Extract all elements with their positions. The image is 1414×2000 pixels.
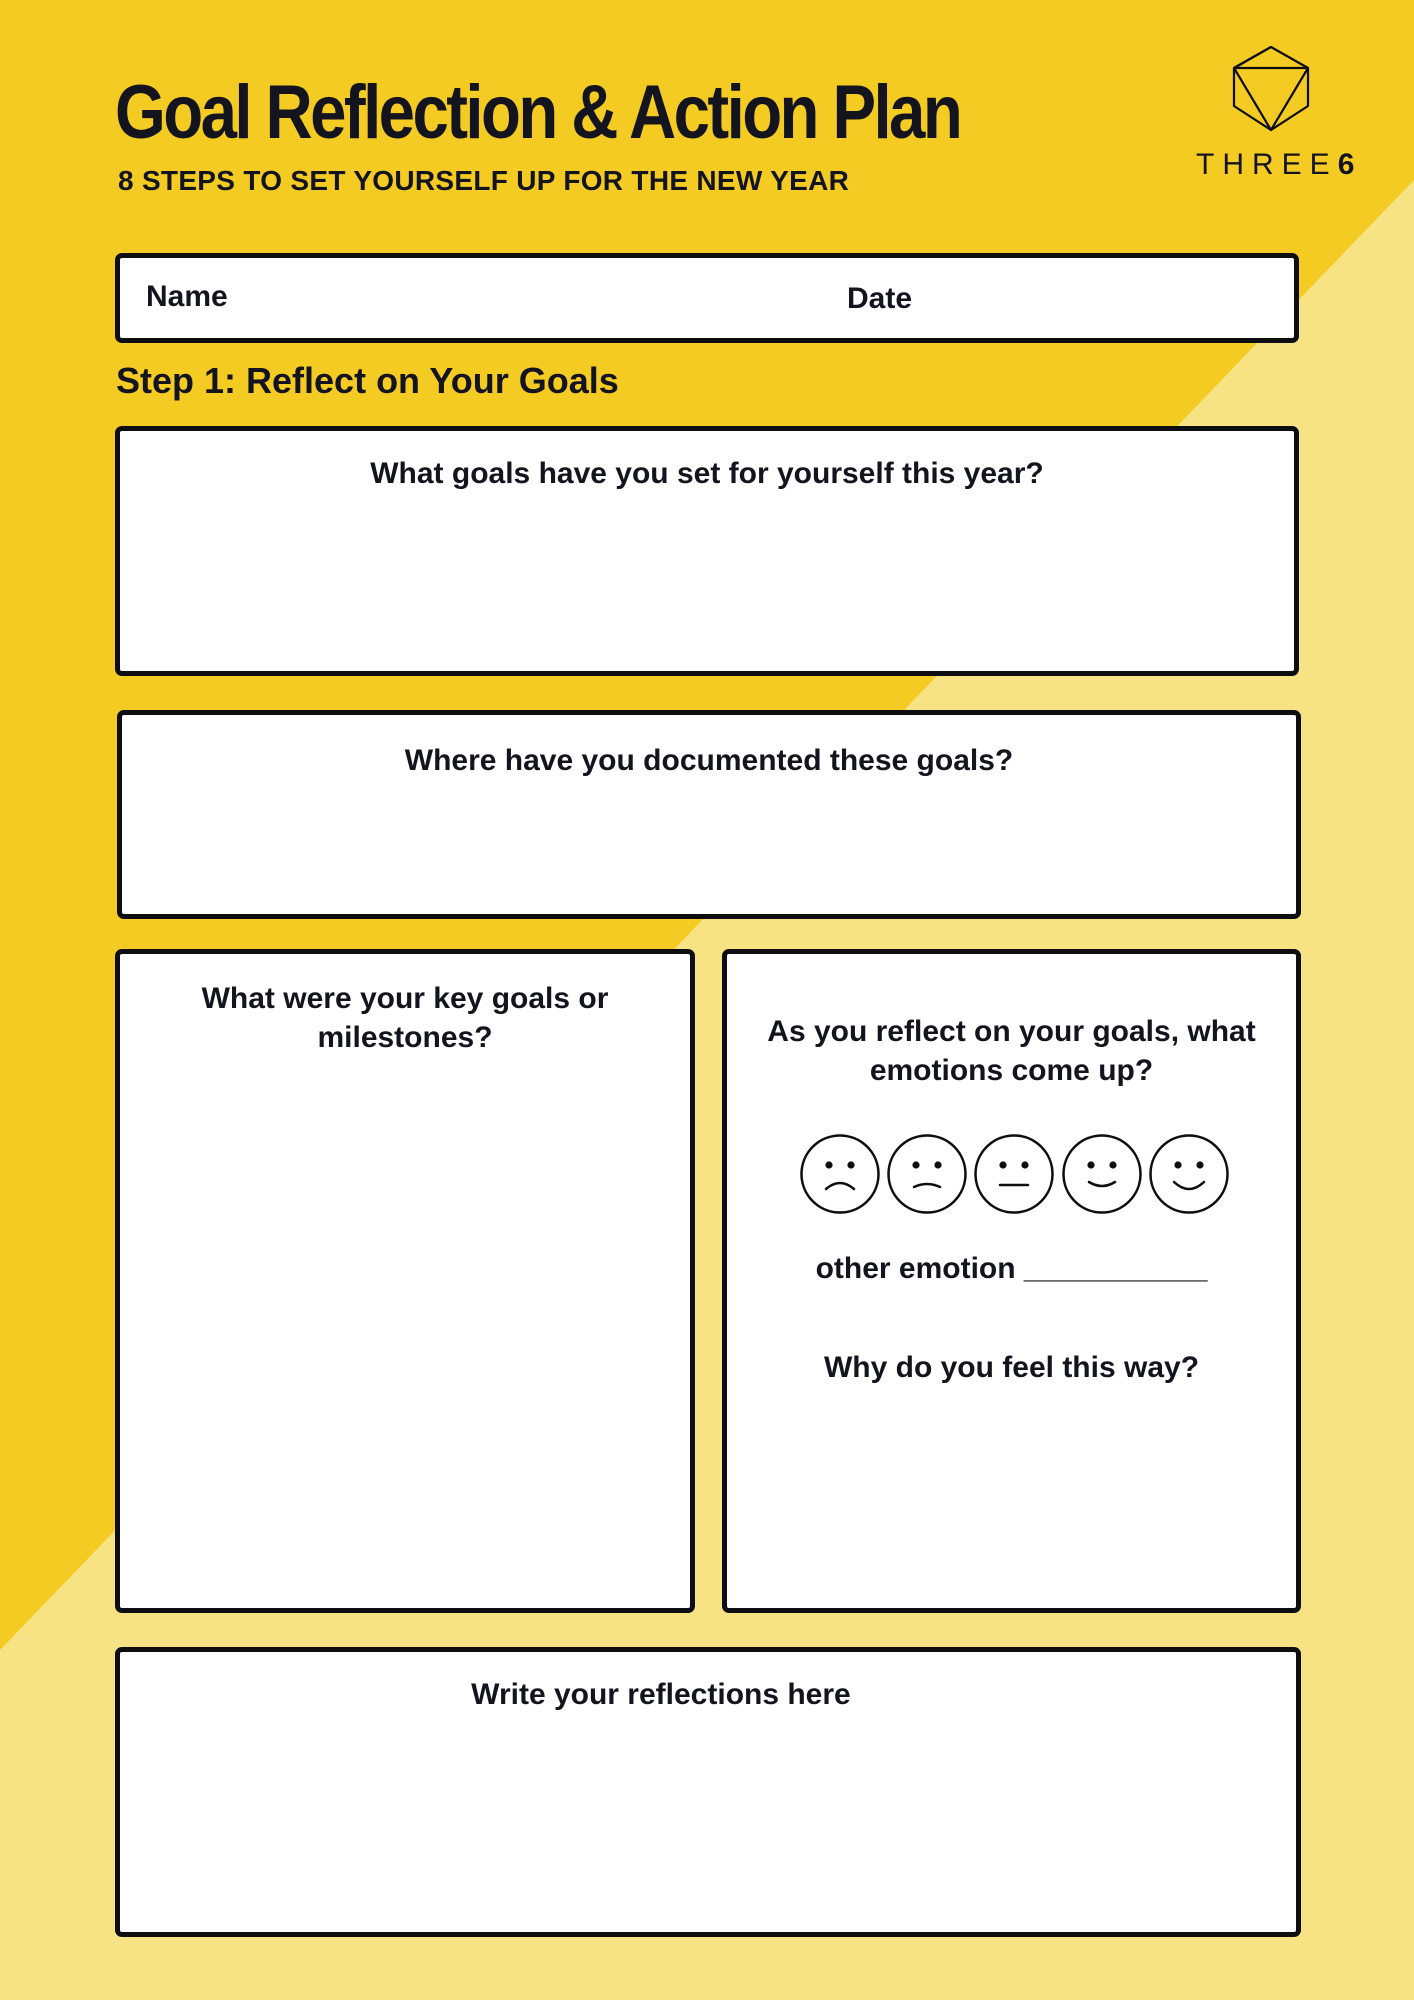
name-date-field[interactable] bbox=[115, 253, 1299, 343]
other-emotion-field[interactable]: other emotion ___________ bbox=[815, 1252, 1208, 1285]
happy-face-icon[interactable] bbox=[1060, 1132, 1144, 1216]
reflections-text-area[interactable] bbox=[115, 1647, 1301, 1937]
brand-wordmark bbox=[1196, 148, 1355, 182]
documented-text-area[interactable] bbox=[117, 710, 1301, 919]
step-1-heading: Step 1: Reflect on Your Goals bbox=[116, 360, 619, 401]
very-sad-face-icon[interactable] bbox=[798, 1132, 882, 1216]
milestones-question-line-2: milestones? bbox=[317, 1021, 493, 1054]
page-title: Goal Reflection & Action Plan bbox=[115, 70, 961, 155]
name-label: Name bbox=[146, 280, 228, 313]
neutral-face-icon[interactable] bbox=[972, 1132, 1056, 1216]
date-label: Date bbox=[847, 282, 913, 315]
milestones-text-area[interactable] bbox=[115, 949, 695, 1613]
brand-logo bbox=[1196, 44, 1355, 194]
documented-question: Where have you documented these goals? bbox=[404, 744, 1014, 777]
emotion-scale bbox=[794, 1132, 1234, 1222]
milestones-question-line-1: What were your key goals or bbox=[201, 982, 609, 1015]
sad-face-icon[interactable] bbox=[885, 1132, 969, 1216]
emotions-question-line-2: emotions come up? bbox=[869, 1054, 1154, 1087]
very-happy-face-icon[interactable] bbox=[1147, 1132, 1231, 1216]
emotions-panel bbox=[722, 949, 1301, 1613]
brand-number: 6 bbox=[1337, 148, 1355, 181]
emotions-question bbox=[727, 1012, 1296, 1090]
goals-question: What goals have you set for yourself this year? bbox=[370, 457, 1044, 490]
goals-text-area[interactable] bbox=[115, 426, 1299, 676]
emotions-question-line-1: As you reflect on your goals, what bbox=[767, 1015, 1256, 1048]
brand-name: THREE bbox=[1196, 148, 1338, 181]
page-subtitle: 8 STEPS TO SET YOURSELF UP FOR THE NEW YEAR bbox=[118, 165, 850, 196]
why-question: Why do you feel this way? bbox=[823, 1351, 1200, 1384]
polyhedron-icon bbox=[1196, 44, 1346, 134]
reflections-prompt: Write your reflections here bbox=[471, 1678, 851, 1711]
milestones-question bbox=[120, 979, 690, 1057]
